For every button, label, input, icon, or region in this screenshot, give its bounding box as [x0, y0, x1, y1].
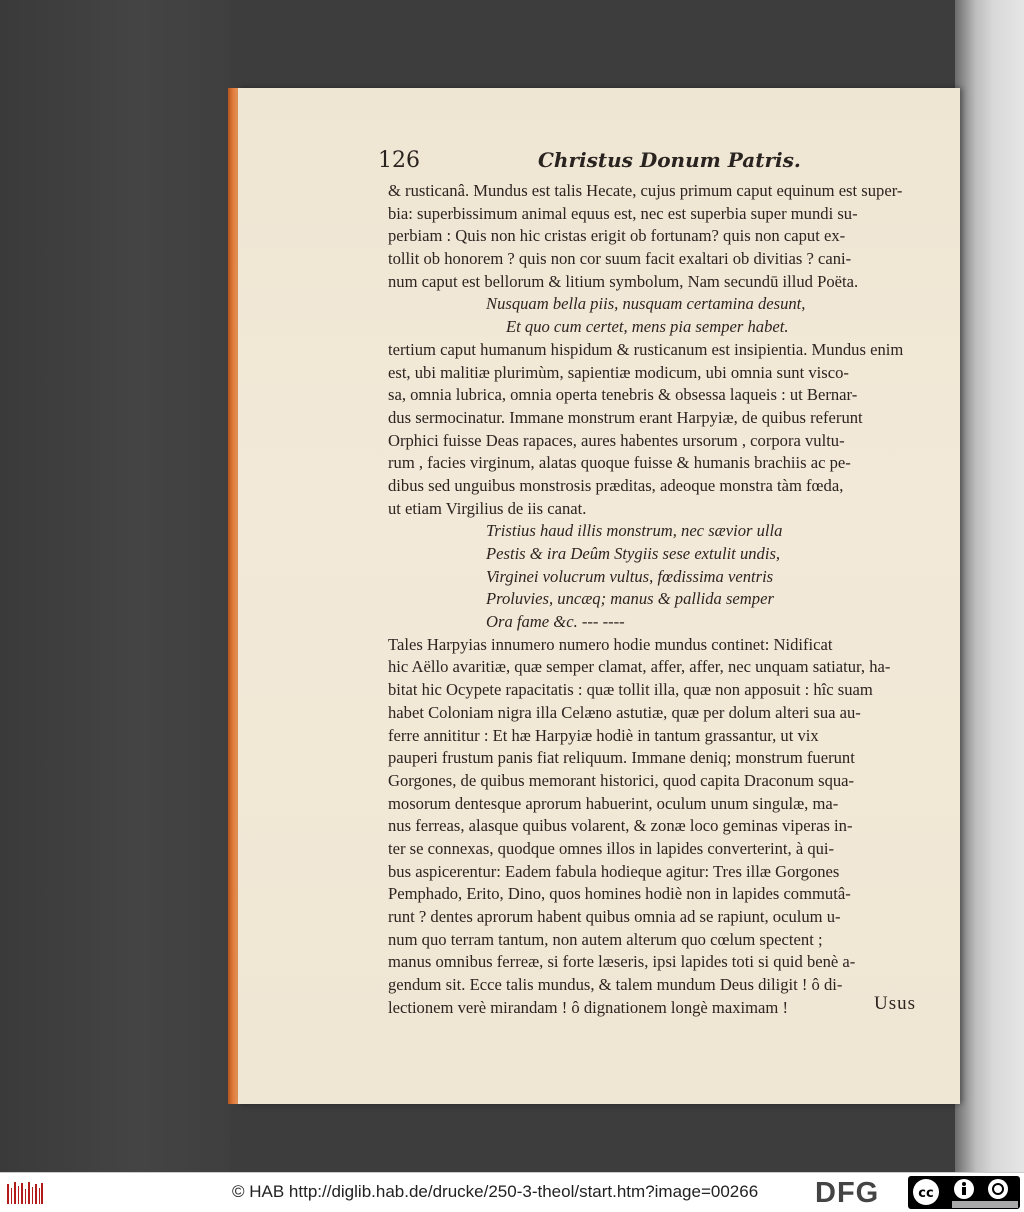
text-line: Tales Harpyias innumero numero hodie mundus continet: Nidificat [388, 634, 833, 654]
text-line: pauperi frustum panis fiat reliquum. Immane deniq; monstrum fuerunt [388, 748, 855, 768]
text-line: & rusticanâ. Mundus est talis Hecate, cujus primum caput equinum est super- [388, 181, 903, 200]
text-line: dibus sed unguibus monstrosis præditas, adeoque monstra tàm fœda, [388, 475, 844, 495]
footer-bar [0, 1172, 1024, 1212]
catchword: Usus [874, 993, 917, 1014]
svg-text:cc: cc [918, 1186, 934, 1201]
verse-line: Tristius haud illis monstrum, nec sævior ulla [486, 521, 783, 541]
text-line: Gorgones, de quibus memorant historici, quod capita Draconum squa- [388, 770, 855, 790]
verse-line: Nusquam bella piis, nusquam certamina desunt, [486, 294, 806, 314]
text-line: lectionem verè mirandam ! ô dignationem longè maximam ! [388, 997, 788, 1017]
dfg-logo: DFG [815, 1177, 880, 1209]
backdrop-left [0, 0, 230, 1172]
verse-line: Ora fame &c. --- ---- [486, 612, 625, 632]
backdrop-right [955, 0, 1024, 1172]
text-line: est, ubi malitiæ plurimùm, sapientiæ modicum, ubi omnia sunt visco- [388, 362, 849, 382]
text-line: num quo terram tantum, non autem alterum quo cœlum spectent ; [388, 929, 823, 949]
text-line: bia: superbissimum animal equus est, nec est superbia super mundi su- [388, 203, 858, 223]
text-line: ferre annititur : Et hæ Harpyiæ hodiè in tantum grassantur, ut vix [388, 725, 819, 745]
text-line: Orphici fuisse Deas rapaces, aures habentes ursorum , corpora vultu- [388, 430, 845, 450]
running-title: Christus Donum Patris. [538, 148, 801, 172]
verse-line: Proluvies, uncæq; manus & pallida semper [486, 589, 774, 609]
text-line: bitat hic Ocypete rapacitatis : quæ tollit illa, quæ non apposuit : hîc suam [388, 680, 873, 700]
text-line: ter se connexas, quodque omnes illos in lapides converterint, à qui- [388, 838, 835, 858]
text-line: runt ? dentes aprorum habent quibus omnia ad se rapiunt, oculum u- [388, 907, 841, 926]
text-line: mosorum dentesque aprorum habuerint, oculum unum singulæ, ma- [388, 793, 839, 813]
text-line: manus omnibus ferreæ, si forte læseris, ipsi lapides toti si quid benè a- [388, 952, 856, 972]
text-line: Pemphado, Erito, Dino, quos homines hodiè non in lapides commutâ- [388, 884, 851, 904]
text-line: nus ferreas, alasque quibus volarent, & zonæ loco geminas viperas in- [388, 816, 853, 836]
page-text [388, 180, 938, 1019]
text-line: gendum sit. Ecce talis mundus, & talem mundum Deus diligit ! ô di- [388, 975, 843, 995]
copyright-link[interactable]: © HAB http://diglib.hab.de/drucke/250-3-theol/start.htm?image=00266 [232, 1182, 759, 1201]
book-page [238, 88, 960, 1104]
text-line: hic Aëllo avaritiæ, quæ semper clamat, affer, affer, nec unquam satiatur, ha- [388, 657, 891, 677]
page-header [378, 148, 938, 178]
verse-line: Virginei volucrum vultus, fœdissima ventris [486, 566, 774, 586]
text-line: ut etiam Virgilius de iis canat. [388, 498, 587, 518]
creative-commons-icon [908, 1176, 1020, 1209]
text-line: sa, omnia lubrica, omnia operta tenebris & obsessa laqueis : ut Bernar- [388, 385, 858, 405]
text-line: bus aspicerentur: Eadem fabula hodieque agitur: Tres illæ Gorgones [388, 861, 840, 881]
text-line: tollit ob honorem ? quis non cor suum facit exaltari ob divitias ? cani- [388, 249, 852, 269]
text-line: num caput est bellorum & litium symbolum, Nam secundū illud Poëta. [388, 271, 859, 291]
text-line: habet Coloniam nigra illa Celæno astutiæ, quæ per dolum alteri sua au- [388, 702, 861, 722]
text-line: dus sermocinatur. Immane monstrum erant Harpyiæ, de quibus referunt [388, 407, 863, 427]
text-line: tertium caput humanum hispidum & rusticanum est insipientia. Mundus enim [388, 339, 904, 359]
verse-line: Et quo cum certet, mens pia semper habet. [506, 317, 789, 337]
text-line: rum , facies virginum, alatas quoque fuisse & humanis brachiis ac pe- [388, 453, 851, 473]
verse-line: Pestis & ira Deûm Stygiis sese extulit undis, [486, 544, 781, 563]
text-line: perbiam : Quis non hic cristas erigit ob fortunam? quis non caput ex- [388, 226, 846, 246]
page-number: 126 [378, 148, 420, 173]
barcode-icon [6, 1180, 44, 1206]
